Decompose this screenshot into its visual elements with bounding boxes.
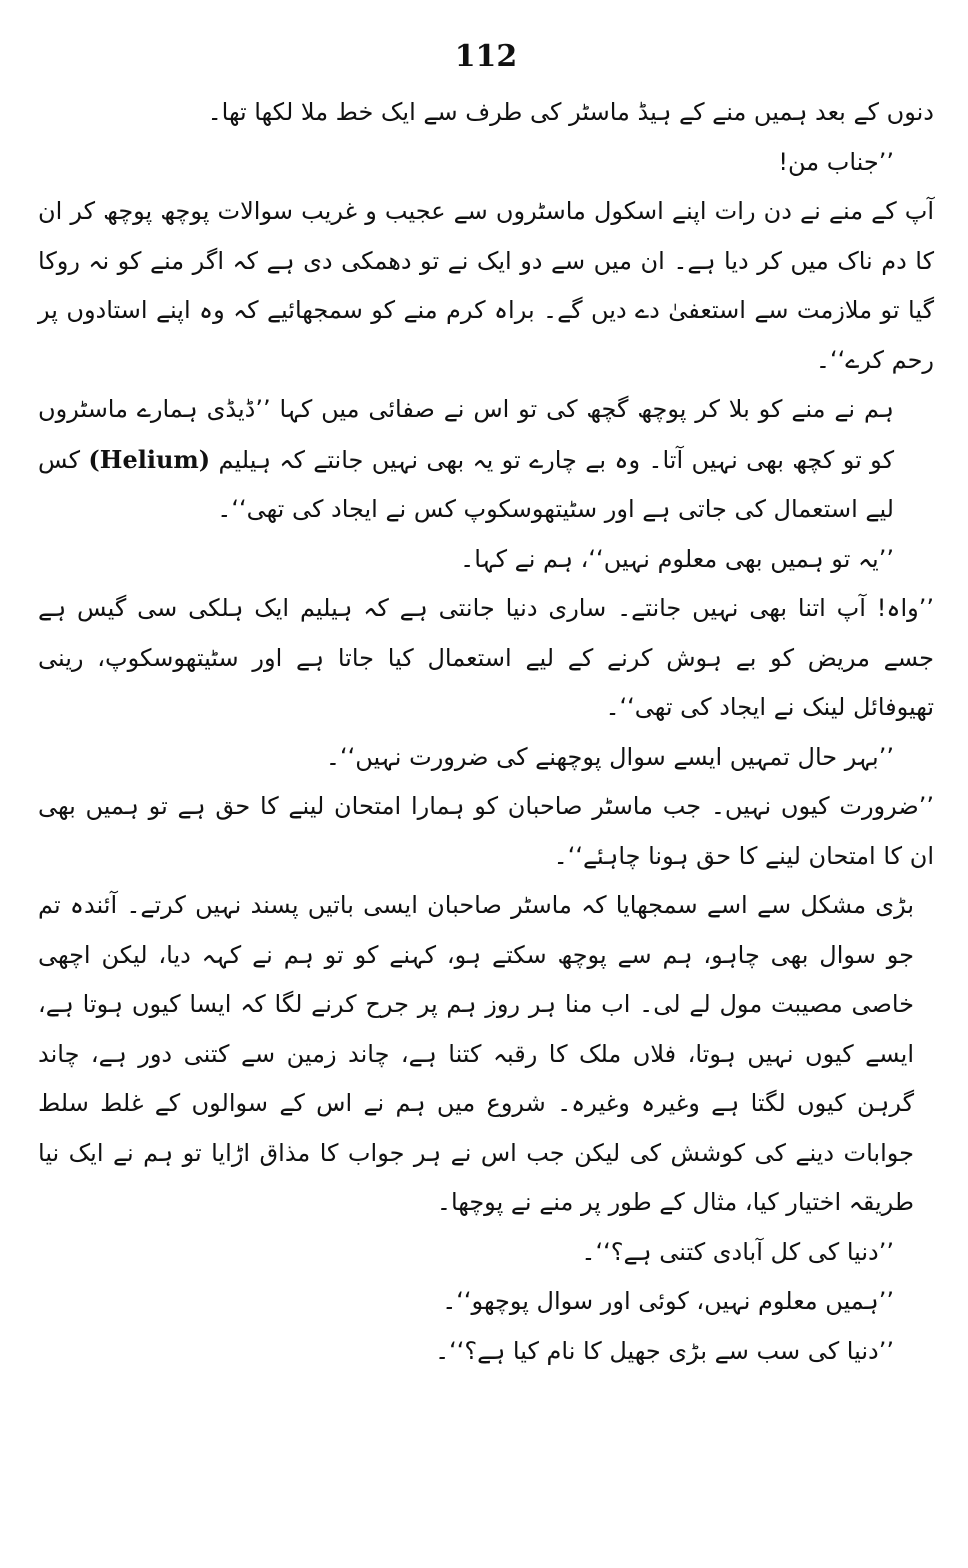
paragraph: دنوں کے بعد ہمیں منے کے ہیڈ ماسٹر کی طرف سے ایک خط ملا لکھا تھا۔ [207,98,934,126]
paragraph: ’’ہمیں معلوم نہیں، کوئی اور سوال پوچھو‘‘۔ [442,1287,894,1315]
latin-term: (Helium) [88,444,211,474]
page-number: 112 [454,39,518,74]
paragraph: ’’دنیا کی کل آبادی کتنی ہے؟‘‘۔ [581,1237,894,1266]
paragraph: آپ کے منے نے دن رات اپنے اسکول ماسٹروں سے عجیب و غریب سوالات پوچھ پوچھ کر ان کا دم ناک میں کر دیا ہے۔ ان میں سے دو ایک نے تو دھمکی دی ہے کہ اگر منے کو نہ روکا گیا تو ملازمت سے استعفیٰ دے دیں گے۔ براہ کرم منے کو سمجھائیے کہ وہ اپنے استادوں پر رحم کرے‘‘۔ [38,197,934,374]
paragraph: ’’دنیا کی سب سے بڑی جھیل کا نام کیا ہے؟‘‘۔ [435,1336,894,1365]
paragraph: ’’ضرورت کیوں نہیں۔ جب ماسٹر صاحبان کو ہمارا امتحان لینے کا حق ہے تو ہمیں بھی ان کا امتحان لینے کا حق ہونا چاہئے‘‘۔ [38,792,934,870]
paragraph-text: ہم نے منے کو بلا کر پوچھ گچھ کی تو اس نے صفائی میں کہا ’’ڈیڈی ہمارے ماسٹروں کو تو کچھ بھی نہیں آتا۔ وہ بے چارے تو یہ بھی نہیں جانتے کہ ہیلیم [38,395,894,474]
paragraph-text: کس لیے استعمال کی جاتی ہے اور سٹیتھوسکوپ کس نے ایجاد کی تھی‘‘۔ [38,445,894,523]
paragraph: بڑی مشکل سے اسے سمجھایا کہ ماسٹر صاحبان ایسی باتیں پسند نہیں کرتے۔ آئندہ تم جو سوال بھی چاہو، ہم سے پوچھ سکتے ہو، کہنے کو تو ہم نے کہہ دیا، لیکن اچھی خاصی مصیبت مول لے لی۔ اب منا ہر روز ہم پر جرح کرنے لگا کہ ایسا کیوں ہوتا ہے، ایسے کیوں نہیں ہوتا، فلاں ملک کا رقبہ کتنا ہے، چاند زمین سے کتنی دور ہے، چاند گرہن کیوں لگتا ہے وغیرہ وغیرہ۔ شروع میں ہم نے اس کے سوالوں کے غلط سلط جوابات دینے کی کوشش کی لیکن جب اس نے ہر جواب کا مذاق اڑایا تو ہم نے ایک نیا طریقہ اختیار کیا، مثال کے طور پر منے نے پوچھا۔ [38,891,914,1216]
paragraph [38,385,934,535]
paragraph: ’’بہر حال تمہیں ایسے سوال پوچھنے کی ضرورت نہیں‘‘۔ [325,742,894,771]
paragraph: ’’واہ! آپ اتنا بھی نہیں جانتے۔ ساری دنیا جانتی ہے کہ ہیلیم ایک ہلکی سی گیس ہے جسے مریض کو بے ہوش کرنے کے لیے استعمال کیا جاتا ہے اور سٹیتھوسکوپ، رینی تھیوفائل لینک نے ایجاد کی تھی‘‘۔ [38,594,934,721]
paragraph: ’’جناب من! [778,147,894,176]
page-body [38,88,934,1376]
paragraph: ’’یہ تو ہمیں بھی معلوم نہیں‘‘، ہم نے کہا۔ [460,544,894,573]
